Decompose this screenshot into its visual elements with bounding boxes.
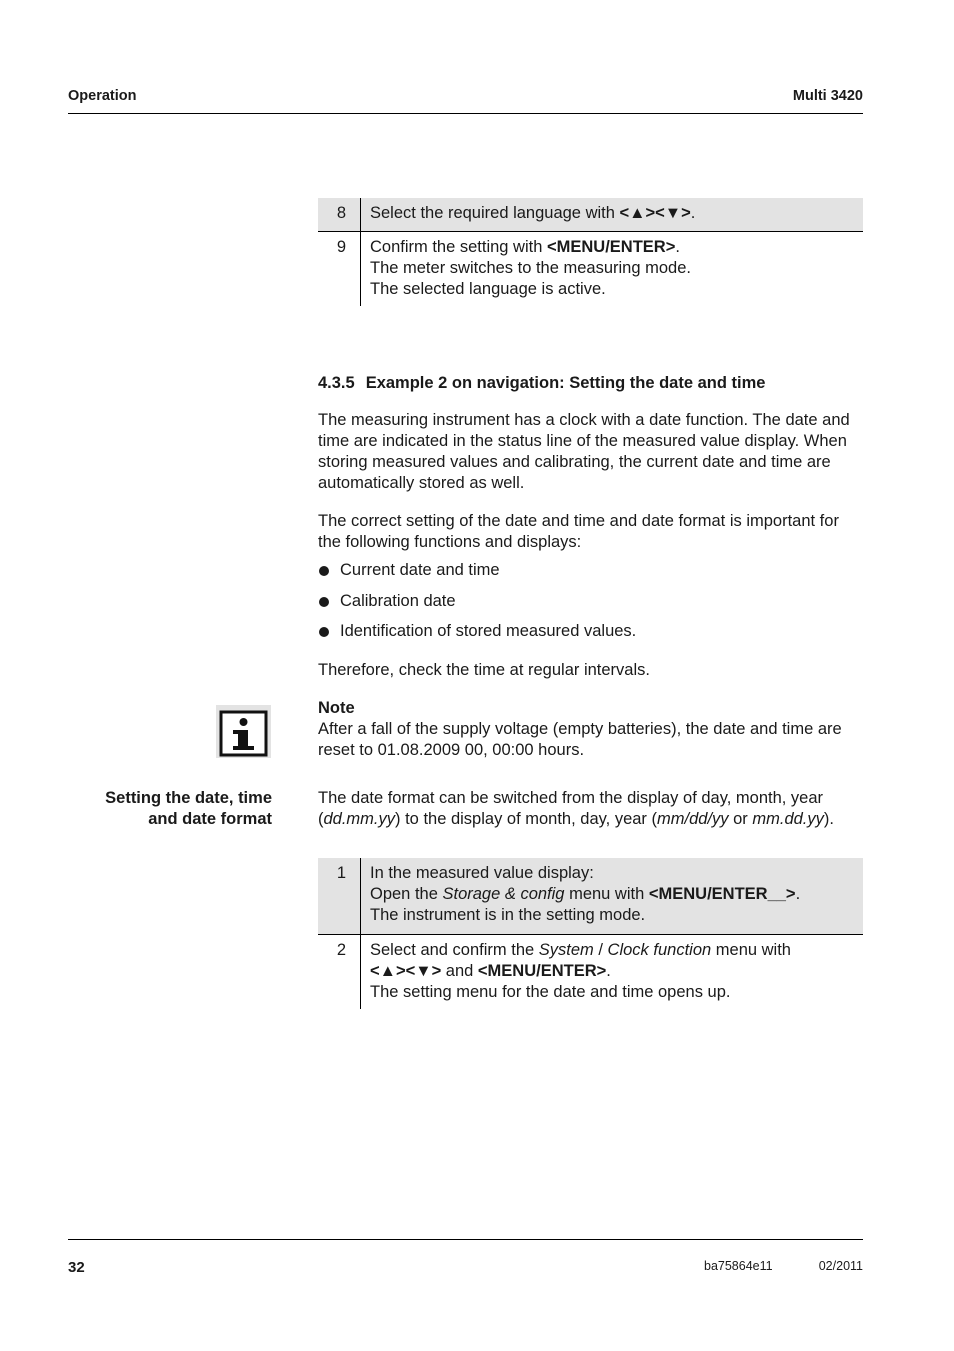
note-text: After a fall of the supply voltage (empty batteries), the date and time are reset to 01.08.2009 00, 00:00 hours.	[318, 720, 842, 759]
step-row	[318, 858, 863, 934]
footer-divider	[68, 1239, 863, 1240]
therefore-paragraph: Therefore, check the time at regular intervals.	[318, 661, 650, 679]
list-item-text: Identification of stored measured values.	[340, 622, 637, 640]
section-heading	[318, 373, 765, 394]
step-number: 8	[318, 198, 361, 231]
bullet-list	[318, 560, 866, 652]
list-item-text: Current date and time	[340, 561, 500, 579]
date-format-paragraph: The date format can be switched from the display of day, month, year (dd.mm.yy) to the display of month, day, year (mm/dd/yy or mm.dd.yy).	[318, 789, 834, 828]
list-item-text: Calibration date	[340, 591, 456, 610]
header-section-title: Operation	[68, 88, 137, 104]
step-text: Select and confirm the System / Clock function menu with <▲><▼> and <MENU/ENTER>. The setting menu for the date and time opens up.	[370, 941, 791, 1001]
document-date: 02/2011	[818, 1259, 863, 1273]
header-divider	[68, 113, 863, 114]
steps-table-top	[318, 198, 863, 306]
step-row	[318, 198, 863, 231]
step-number: 9	[318, 232, 361, 306]
step-text: Confirm the setting with <MENU/ENTER>. The meter switches to the measuring mode. The selected language is active.	[370, 238, 691, 298]
step-row	[318, 935, 863, 1009]
intro-paragraph: The measuring instrument has a clock with a date function. The date and time are indicated in the status line of the measured value display. When storing measured values and calibrating, the current date and time are automatically stored as well.	[318, 411, 850, 492]
header-product-name: Multi 3420	[792, 88, 863, 104]
bullet-dot	[319, 566, 329, 576]
section-title: Example 2 on navigation: Setting the date and time	[365, 374, 766, 392]
important-paragraph: The correct setting of the date and time and date format is important for the following functions and displays:	[318, 512, 839, 551]
page-number: 32	[68, 1259, 85, 1276]
bullet-dot	[319, 627, 329, 637]
side-heading	[52, 788, 272, 830]
info-icon	[216, 705, 271, 758]
steps-table-bottom	[318, 858, 863, 1009]
step-row	[318, 232, 863, 306]
list-item	[318, 621, 866, 642]
section-number: 4.3.5	[318, 374, 355, 392]
document-id: ba75864e11	[704, 1259, 773, 1273]
bullet-dot	[319, 597, 329, 607]
list-item	[318, 560, 866, 581]
side-heading-line: and date format	[148, 810, 272, 828]
step-text: Select the required language with <▲><▼>.	[370, 204, 696, 222]
list-item	[318, 591, 866, 612]
side-heading-line: Setting the date, time	[105, 789, 272, 807]
step-text: In the measured value display: Open the Storage & config menu with <MENU/ENTER__>. The instrument is in the setting mode.	[370, 864, 801, 924]
step-number: 2	[318, 935, 361, 1009]
note-title: Note	[318, 699, 355, 717]
step-number: 1	[318, 858, 361, 934]
